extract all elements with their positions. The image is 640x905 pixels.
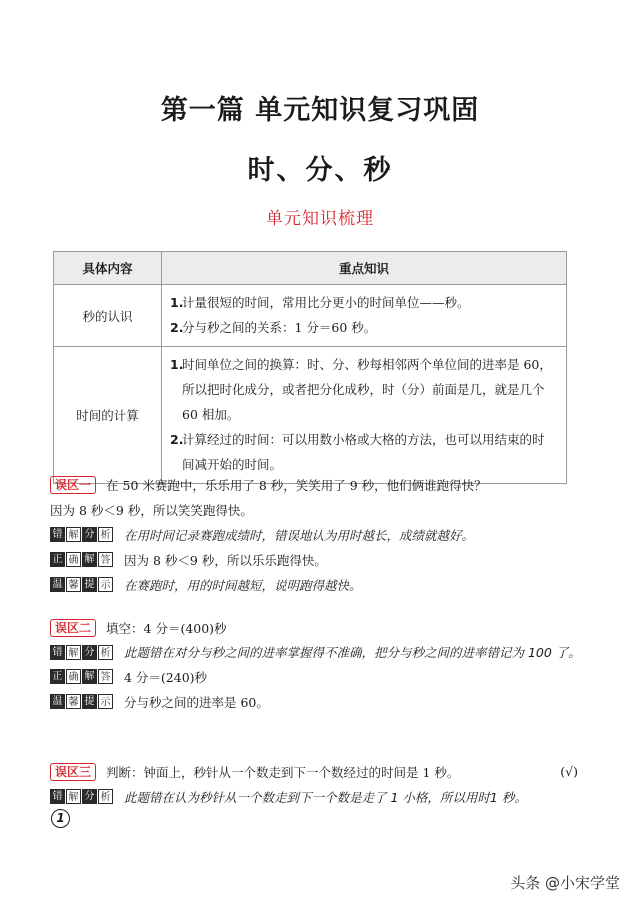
section-title: 单元知识梳理 xyxy=(266,209,374,229)
table-header-cell: 具体内容 xyxy=(54,252,162,285)
table-header-cell: 重点知识 xyxy=(162,252,567,285)
point-text: 计量很短的时间，常用比分更小的时间单位——秒。 xyxy=(182,295,470,310)
correct-answer-text: 因为 8 秒＜9 秒，所以乐乐跑得快。 xyxy=(124,552,327,568)
point-number: 1. xyxy=(170,357,184,372)
tag-char: 答 xyxy=(98,552,113,567)
point-number: 2. xyxy=(170,432,184,447)
tag-char: 提 xyxy=(82,694,97,709)
tag-char: 馨 xyxy=(66,694,81,709)
judgement-mark: (√) xyxy=(560,764,578,779)
zone-label-badge: 误区一 xyxy=(50,476,96,494)
error-analysis-tag xyxy=(50,645,114,660)
tag-char: 提 xyxy=(82,577,97,592)
tag-char: 错 xyxy=(50,645,65,660)
error-analysis-text: 此题错在认为秒针从一个数走到下一个数是走了 1 小格，所以用时1 秒。 xyxy=(124,789,527,805)
warm-tip-line xyxy=(50,572,590,597)
error-analysis-line xyxy=(50,640,590,664)
warm-tip-text: 在赛跑时，用的时间越短，说明跑得越快。 xyxy=(124,577,362,593)
correct-answer-text: 4 分＝(240)秒 xyxy=(124,669,208,685)
table-content-cell xyxy=(162,285,567,347)
correct-answer-line xyxy=(50,547,590,572)
table-row xyxy=(54,347,567,484)
zone-question: 在 50 米赛跑中，乐乐用了 8 秒，笑笑用了 9 秒，他们俩谁跑得快？ xyxy=(106,477,487,493)
tag-char: 示 xyxy=(98,577,113,592)
mistake-zone-3 xyxy=(50,759,590,809)
warm-tip-tag xyxy=(50,577,114,592)
zone-question-line xyxy=(50,759,590,784)
page-number: 1 xyxy=(51,809,70,828)
tag-char: 确 xyxy=(66,669,81,684)
tag-char: 示 xyxy=(98,694,113,709)
tag-char: 错 xyxy=(50,527,65,542)
tag-char: 析 xyxy=(98,527,113,542)
mistake-zone-2 xyxy=(50,615,590,714)
table-header-row xyxy=(54,252,567,285)
knowledge-point xyxy=(170,290,556,315)
tag-char: 解 xyxy=(66,645,81,660)
mistake-zone-1 xyxy=(50,472,590,597)
correct-answer-tag xyxy=(50,552,114,567)
tag-char: 析 xyxy=(98,645,113,660)
zone-question: 判断：钟面上，秒针从一个数走到下一个数经过的时间是 1 秒。 xyxy=(106,764,460,780)
tag-char: 答 xyxy=(98,669,113,684)
error-analysis-tag xyxy=(50,527,114,542)
tag-char: 温 xyxy=(50,694,65,709)
zone-wrong-answer: 因为 8 秒＜9 秒，所以笑笑跑得快。 xyxy=(50,502,253,518)
point-number: 1. xyxy=(170,295,184,310)
page-title: 第一篇 单元知识复习巩固 xyxy=(160,95,480,126)
tag-char: 正 xyxy=(50,669,65,684)
knowledge-table xyxy=(53,251,567,484)
zone-question-line xyxy=(50,472,590,497)
tag-char: 分 xyxy=(82,527,97,542)
error-analysis-tag xyxy=(50,789,114,804)
warm-tip-text: 分与秒之间的进率是 60。 xyxy=(124,694,269,710)
knowledge-point xyxy=(170,315,556,340)
correct-answer-tag xyxy=(50,669,114,684)
table-row xyxy=(54,285,567,347)
tag-char: 析 xyxy=(98,789,113,804)
zone-label-badge: 误区三 xyxy=(50,763,96,781)
knowledge-point xyxy=(170,427,556,477)
tag-char: 正 xyxy=(50,552,65,567)
point-number: 2. xyxy=(170,320,184,335)
zone-label-badge: 误区二 xyxy=(50,619,96,637)
tag-char: 解 xyxy=(66,789,81,804)
error-analysis-line xyxy=(50,522,590,547)
point-text: 计算经过的时间：可以用数小格或大格的方法，也可以用结束的时间减开始的时间。 xyxy=(182,432,545,472)
tag-char: 分 xyxy=(82,789,97,804)
zone-question-line xyxy=(50,615,590,640)
warm-tip-tag xyxy=(50,694,114,709)
tag-char: 解 xyxy=(82,552,97,567)
tag-char: 解 xyxy=(66,527,81,542)
tag-char: 馨 xyxy=(66,577,81,592)
tag-char: 分 xyxy=(82,645,97,660)
zone-question: 填空：4 分＝(400)秒 xyxy=(106,620,227,636)
error-analysis-text: 在用时间记录赛跑成绩时，错误地认为用时越长，成绩就越好。 xyxy=(124,527,475,543)
knowledge-point xyxy=(170,352,556,427)
correct-answer-line xyxy=(50,664,590,689)
page-subtitle: 时、分、秒 xyxy=(247,155,393,186)
tag-char: 确 xyxy=(66,552,81,567)
tag-char: 错 xyxy=(50,789,65,804)
table-category-cell: 时间的计算 xyxy=(54,347,162,484)
point-text: 分与秒之间的关系：1 分＝60 秒。 xyxy=(182,320,377,335)
point-text: 时间单位之间的换算：时、分、秒每相邻两个单位间的进率是 60，所以把时化成分，或者把分化成秒，时（分）前面是几，就是几个 60 相加。 xyxy=(182,357,552,422)
table-category-cell: 秒的认识 xyxy=(54,285,162,347)
tag-char: 温 xyxy=(50,577,65,592)
table-content-cell xyxy=(162,347,567,484)
error-analysis-text: 此题错在对分与秒之间的进率掌握得不准确，把分与秒之间的进率错记为 100 了。 xyxy=(124,645,581,660)
error-analysis-line xyxy=(50,784,590,809)
watermark: 头条 @小宋学堂 xyxy=(510,874,620,892)
warm-tip-line xyxy=(50,689,590,714)
tag-char: 解 xyxy=(82,669,97,684)
